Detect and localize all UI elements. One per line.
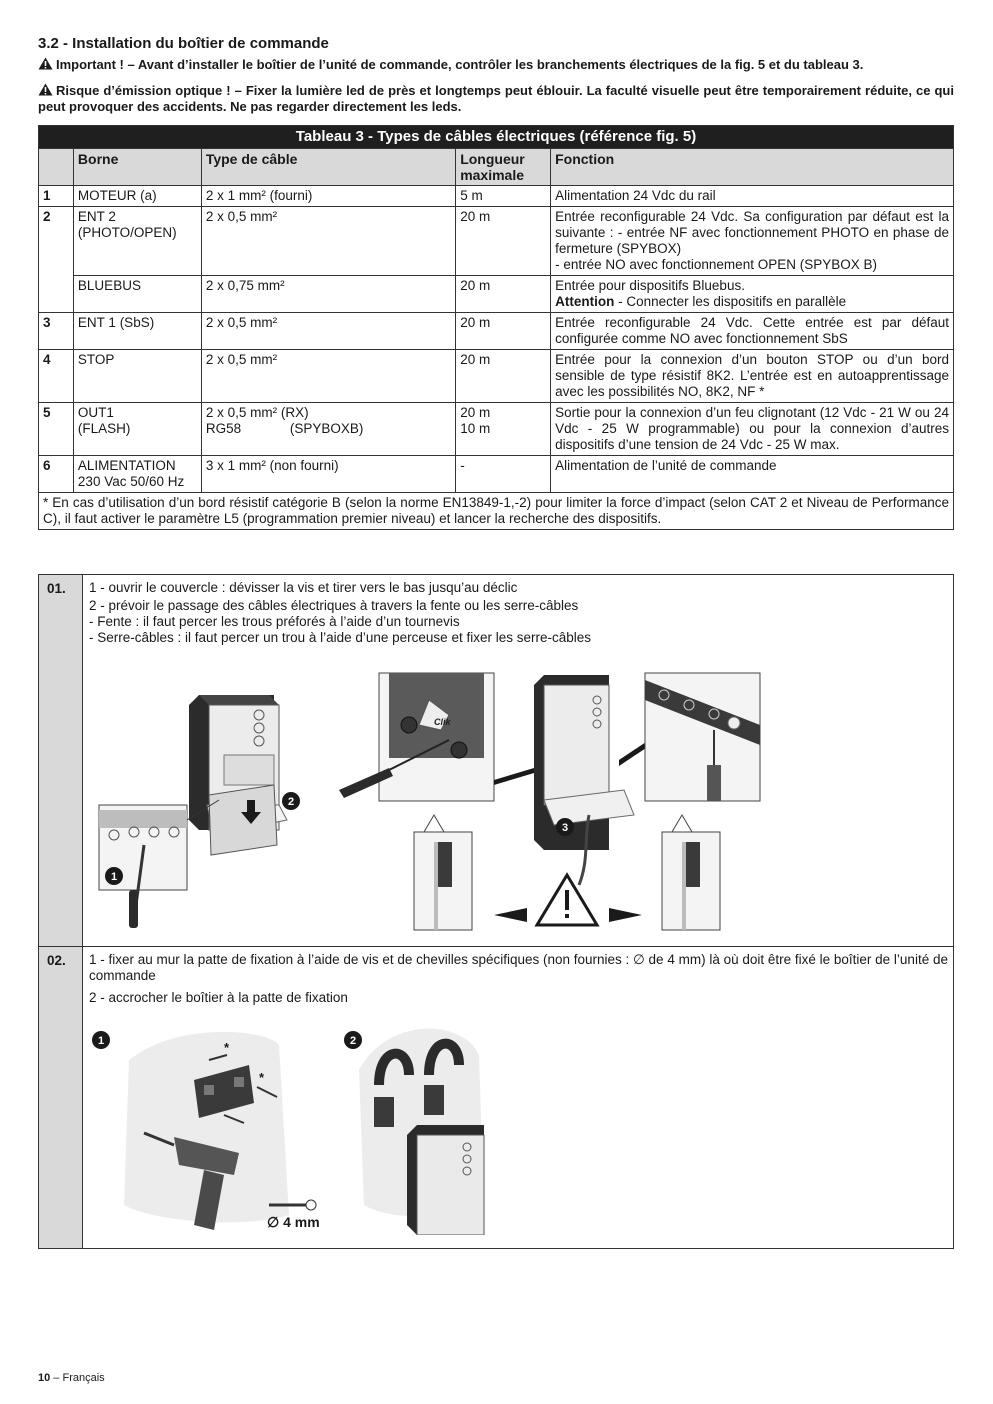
svg-text:2: 2 (287, 796, 295, 808)
svg-text:3: 3 (561, 822, 569, 834)
page-content (38, 34, 954, 530)
slot-inset-right (662, 815, 720, 930)
warning-icon (38, 57, 53, 70)
warning-optical: Risque d’émission optique ! – Fixer la lumière led de près et longtemps peut éblouir. La faculté visuelle peut être temporairement réduite, ce qui peut provoquer des accidents. Ne pas regarder directement les leds. (38, 83, 954, 114)
cable-types-table (38, 125, 954, 530)
step-text: 1 - fixer au mur la patte de fixation à l’aide de vis et de chevilles spécifiques (non fournies : ∅ de 4 mm) là où doit être fixé le boîtier de l’unité de commande 2 - accrocher le boîtier à la patte de fixation (89, 952, 948, 1005)
table-row: 1 MOTEUR (a) 2 x 1 mm² (fourni) 5 m Alimentation 24 Vdc du rail (39, 186, 954, 207)
table-row: 6 ALIMENTATION 230 Vac 50/60 Hz 3 x 1 mm² (non fourni) - Alimentation de l’unité de commande (39, 456, 954, 493)
col-borne: Borne (73, 149, 201, 186)
star-mark: * (259, 1070, 265, 1085)
star-mark: * (224, 1040, 230, 1055)
step-text: 1 - ouvrir le couvercle : dévisser la vis et tirer vers le bas jusqu’au déclic 2 - prévoir le passage des câbles électriques à travers la fente ou les serre-câbles - Fente : il faut percer les trous préforés à l’aide d’un tournevis - Serre-câbles : il faut percer un trou à l’aide d’une perceuse et fixer les serre-câbles (89, 580, 591, 645)
step-number: 02. (47, 953, 66, 968)
svg-text:1: 1 (110, 871, 118, 883)
table-row: 3 ENT 1 (SbS) 2 x 0,5 mm² 20 m Entrée reconfigurable 24 Vdc. Cette entrée est par défaut configurée comme NO avec fonctionnement SbS (39, 313, 954, 350)
table-note-row (39, 493, 954, 530)
col-function: Fonction (551, 149, 954, 186)
control-box-drawing (189, 695, 287, 855)
wall-mount-drawing (124, 1032, 316, 1230)
footer-language: – Français (50, 1372, 105, 1384)
clik-label: Clik (434, 717, 451, 727)
page-number: 10 (38, 1372, 51, 1384)
warning-icon (38, 83, 53, 96)
warning-triangle-drawing (494, 875, 642, 925)
svg-text:2: 2 (349, 1035, 357, 1047)
step-number: 01. (47, 581, 66, 596)
col-length: Longueur maximale (456, 149, 551, 186)
col-cable: Type de câble (201, 149, 455, 186)
diameter-label: ∅ 4 mm (267, 1214, 320, 1230)
table-row: BLUEBUS 2 x 0,75 mm² 20 m Entrée pour dispositifs Bluebus. Attention - Connecter les dispositifs en parallèle (39, 276, 954, 313)
table-title: Tableau 3 - Types de câbles électriques (référence fig. 5) (39, 126, 954, 149)
step1-illustration (89, 670, 789, 935)
table-row: 2 ENT 2 (PHOTO/OPEN) 2 x 0,5 mm² 20 m Entrée reconfigurable 24 Vdc. Sa configuration par défaut est la suivante : - entrée NF avec fonctionnement PHOTO en phase de fermeture (SPYBOX) - entrée NO avec fonctionnement OPEN (SPYBOX B) (39, 207, 954, 276)
table-note: * En cas d’utilisation d’un bord résistif catégorie B (selon la norme EN13849-1,-2) pour limiter la force d’impact (selon CAT 2 et Niveau de Performance C), il faut activer le paramètre L5 (programmation premier niveau) et lancer la recherche des dispositifs. (39, 493, 954, 530)
section-title: 3.2 - Installation du boîtier de commande (38, 35, 329, 52)
table-header-row (39, 149, 954, 186)
page-footer (38, 1372, 105, 1384)
box-hang-drawing (359, 1029, 484, 1235)
screwdriver-inset-drawing (339, 673, 494, 801)
step-divider (39, 946, 953, 947)
table-row: 5 OUT1 (FLASH) 2 x 0,5 mm² (RX) RG58 (SPYBOXB) 20 m 10 m Sortie pour la connexion d’un feu clignotant (12 Vdc - 21 W ou 24 Vdc - 25 W programmable) ou pour la connexion d’autres dispositifs d’une tension de 24 Vdc - 25 W max. (39, 403, 954, 456)
step-number-column (39, 575, 83, 1248)
slot-inset-left (414, 815, 472, 930)
installation-steps (38, 574, 954, 1249)
table-row: 4 STOP 2 x 0,5 mm² 20 m Entrée pour la connexion d’un bouton STOP ou d’un bord sensible de type résistif 8K2. L’entrée est en autoapprentissage avec les possibilités NO, 8K2, NF * (39, 350, 954, 403)
step2-illustration (89, 1025, 489, 1235)
svg-text:1: 1 (97, 1035, 105, 1047)
drill-inset-drawing (645, 673, 760, 801)
warning-important: Important ! – Avant d’installer le boîtier de l’unité de commande, contrôler les branchements électriques de la fig. 5 et du tableau 3. (38, 57, 954, 73)
